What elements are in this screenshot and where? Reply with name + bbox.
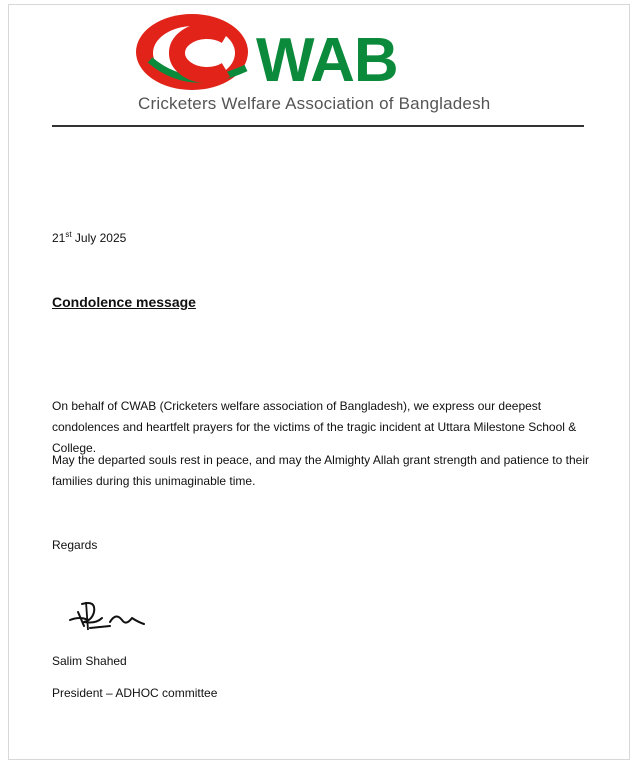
cwab-logo — [130, 8, 530, 118]
date-month-year: July 2025 — [71, 231, 127, 245]
closing-regards: Regards — [52, 538, 98, 552]
signer-name: Salim Shahed — [52, 654, 127, 668]
handwritten-signature — [66, 598, 156, 634]
logo-wordmark: WAB — [256, 26, 398, 95]
date-suffix: st — [65, 230, 72, 239]
letter-date — [52, 230, 126, 245]
paragraph-condolence: On behalf of CWAB (Cricketers welfare association of Bangladesh), we express our deepest condolences and heartfelt prayers for the victims of the tragic incident at Uttara Milestone School & College. — [52, 399, 577, 455]
paragraph-prayer: May the departed souls rest in peace, and may the Almighty Allah grant strength and patience to their families during this unimaginable time. — [52, 453, 589, 488]
date-day: 21 — [52, 231, 66, 245]
logo-tagline: Cricketers Welfare Association of Bangladesh — [138, 94, 491, 113]
header-divider — [52, 125, 584, 127]
letter-subject: Condolence message — [52, 294, 196, 310]
signer-title: President – ADHOC committee — [52, 686, 218, 700]
